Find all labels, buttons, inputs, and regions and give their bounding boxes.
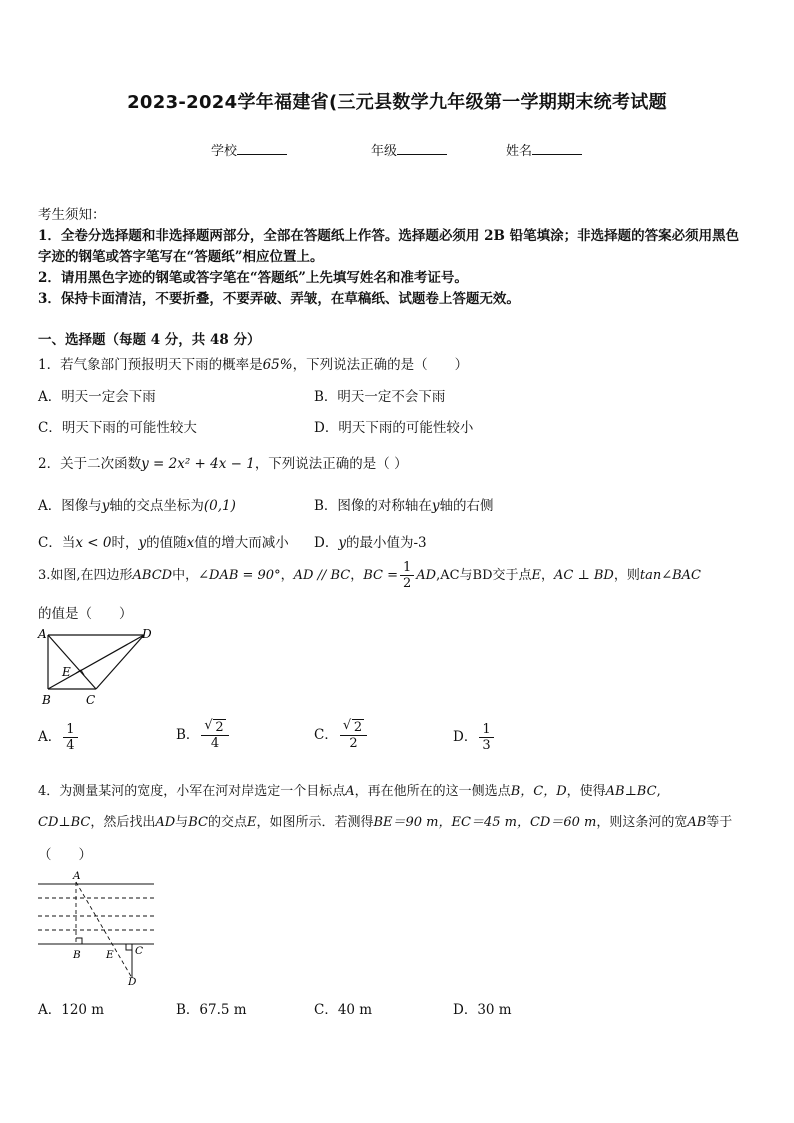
q3-a-letter: A． bbox=[38, 729, 62, 745]
q3-b-num bbox=[201, 720, 228, 736]
q4-points: B，C，D bbox=[510, 784, 567, 799]
q3-figure bbox=[36, 624, 166, 710]
q2-c-text: C．当 bbox=[38, 535, 76, 551]
q2-b-text-2: 轴的右侧 bbox=[439, 498, 494, 514]
q2-c-text-2: 时， bbox=[111, 535, 139, 551]
q4-label-b: B bbox=[73, 949, 81, 961]
q1-option-a: A．明天一定会下雨 bbox=[38, 389, 156, 405]
q4-text-7: 的交点 bbox=[207, 815, 247, 830]
notice-item-2: 2．请用黑色字迹的钢笔或答字笔在“答题纸”上先填写姓名和准考证号。 bbox=[38, 270, 468, 286]
q3-option-c bbox=[314, 720, 369, 751]
notice-item-1: 1．全卷分选择题和非选择题两部分，全部在答题纸上作答。选择题必须用 2B 铅笔填涂；非选择题的答案必须用黑色 bbox=[38, 228, 740, 244]
q3-text-5: ,AC与BD交于点 bbox=[436, 568, 532, 583]
q3-d-fraction bbox=[479, 722, 493, 753]
q3-option-a bbox=[38, 722, 80, 753]
q4-perp-2: CD⊥BC bbox=[38, 815, 91, 830]
q2-option-a bbox=[38, 494, 236, 514]
q2-a-text-2: 轴的交点坐标为 bbox=[109, 498, 204, 514]
q3-angle: ∠DAB = 90° bbox=[198, 568, 281, 583]
q3-b-sqrt bbox=[204, 720, 225, 735]
q3-c-fraction bbox=[340, 720, 367, 751]
q2-b-var: y bbox=[431, 498, 440, 514]
q3-c-num bbox=[340, 720, 367, 736]
q4-ab: AB bbox=[687, 815, 707, 830]
q4-label-a: A bbox=[73, 870, 81, 882]
q4-label-c: C bbox=[135, 945, 144, 957]
q3-stem bbox=[38, 560, 701, 591]
q4-text-2: ，再在他所在的这一侧选点 bbox=[354, 784, 511, 799]
q4-option-c: C．40 m bbox=[314, 1002, 373, 1018]
q4-label-e: E bbox=[106, 949, 114, 961]
q4-option-d: D．30 m bbox=[453, 1002, 512, 1018]
notice-heading: 考生须知： bbox=[38, 207, 106, 223]
name-blank bbox=[532, 142, 582, 155]
grade-field bbox=[371, 140, 447, 159]
q4-option-a: A．120 m bbox=[38, 1002, 105, 1018]
q3-label-e: E bbox=[62, 665, 71, 679]
q3-d-letter: D． bbox=[453, 729, 478, 745]
q4-right-angle-c bbox=[126, 944, 132, 950]
q2-c-var-x: x bbox=[186, 535, 195, 551]
q4-ad: AD bbox=[155, 815, 176, 830]
radical-icon: √ bbox=[204, 718, 213, 733]
q4-text-10: 等于 bbox=[706, 815, 733, 830]
grade-blank bbox=[397, 142, 447, 155]
q3-b-fraction bbox=[201, 720, 228, 751]
q4-text-9: ，则这条河的宽 bbox=[596, 815, 688, 830]
q4-option-b: B．67.5 m bbox=[176, 1002, 247, 1018]
q2-a-text: A．图像与 bbox=[38, 498, 102, 514]
q3-label-a: A bbox=[38, 627, 47, 641]
q3-text-7: ，则 bbox=[613, 568, 640, 583]
q3-point-e: E bbox=[531, 568, 542, 583]
page-title: 2023-2024学年福建省(三元县数学九年级第一学期期末统考试题 bbox=[127, 92, 667, 113]
q1-percent: 65% bbox=[262, 357, 293, 373]
q2-b-text: B．图像的对称轴在 bbox=[314, 498, 432, 514]
q2-c-text-4: 值的增大而减小 bbox=[194, 535, 289, 551]
name-label: 姓名 bbox=[506, 144, 533, 159]
q3-text-3: ， bbox=[280, 568, 294, 583]
q2-d-text-2: 的最小值为-3 bbox=[345, 535, 427, 551]
q3-b-letter: B． bbox=[176, 727, 200, 743]
q4-measurements: BE＝90 m，EC＝45 m，CD＝60 m bbox=[373, 815, 597, 830]
q3-b-den: 4 bbox=[210, 736, 220, 751]
q2-stem-text: 2．关于二次函数 bbox=[38, 456, 142, 472]
q4-right-angle-b bbox=[76, 938, 82, 944]
q2-function: y = 2x² + 4x − 1 bbox=[141, 456, 255, 472]
q3-bc: BC = bbox=[363, 568, 398, 583]
q2-option-b bbox=[314, 494, 494, 514]
q4-text: 4．为测量某河的宽度，小军在河对岸选定一个目标点 bbox=[38, 784, 346, 799]
q3-c-sqrt bbox=[343, 720, 364, 735]
q3-half-num: 1 bbox=[400, 560, 414, 576]
q3-segment-ac bbox=[48, 635, 96, 689]
q4-bc: BC bbox=[188, 815, 208, 830]
q3-option-d bbox=[453, 722, 496, 753]
q4-point-e: E bbox=[246, 815, 257, 830]
q2-c-text-3: 的值随 bbox=[146, 535, 187, 551]
radical-icon: √ bbox=[342, 718, 352, 733]
q4-perp-1: AB⊥BC bbox=[605, 784, 657, 799]
q3-label-b: B bbox=[42, 693, 51, 707]
q3-c-den: 2 bbox=[349, 736, 358, 751]
q4-label-d: D bbox=[128, 976, 137, 988]
q3-b-radicand: 2 bbox=[215, 720, 224, 735]
q4-point-a: A bbox=[345, 784, 355, 799]
q4-stem-line-3: （ ） bbox=[38, 847, 92, 863]
q4-text-3: ，使得 bbox=[566, 784, 606, 799]
q3-c-radicand: 2 bbox=[353, 720, 363, 735]
q3-stem-end: 的值是（ ） bbox=[38, 606, 133, 622]
q3-segment-bd bbox=[48, 635, 144, 689]
q3-c-letter: C． bbox=[314, 727, 338, 743]
q3-text-2: 中， bbox=[172, 568, 199, 583]
q4-text-5: ，然后找出 bbox=[90, 815, 156, 830]
q1-stem-text-2: ，下列说法正确的是（ ） bbox=[292, 357, 469, 373]
q1-option-c: C．明天下雨的可能性较大 bbox=[38, 420, 197, 436]
q3-tan: tan∠BAC bbox=[639, 568, 702, 583]
q1-option-d: D．明天下雨的可能性较小 bbox=[314, 420, 474, 436]
section-heading: 一、选择题（每题 4 分，共 48 分） bbox=[38, 332, 261, 348]
q3-d-num: 1 bbox=[479, 722, 493, 738]
q3-option-b bbox=[176, 720, 231, 751]
q2-a-point: (0,1) bbox=[203, 498, 236, 514]
q2-option-d bbox=[314, 531, 427, 551]
q3-ad: AD bbox=[416, 568, 437, 583]
school-field bbox=[211, 140, 287, 159]
q3-perp: AC ⊥ BD bbox=[554, 568, 614, 583]
q2-d-var: y bbox=[338, 535, 346, 551]
q4-text-8: ，如图所示．若测得 bbox=[256, 815, 374, 830]
q4-stem-line-1 bbox=[38, 780, 661, 799]
school-label: 学校 bbox=[211, 144, 238, 159]
q3-half-den: 2 bbox=[402, 576, 412, 591]
q3-half-fraction bbox=[400, 560, 414, 591]
q1-option-b: B．明天一定不会下雨 bbox=[314, 389, 446, 405]
q3-segment-cd bbox=[96, 635, 144, 689]
q3-text: 3.如图,在四边形 bbox=[38, 568, 133, 583]
q4-text-6: 与 bbox=[175, 815, 189, 830]
q4-figure bbox=[36, 868, 158, 988]
q2-a-var: y bbox=[101, 498, 110, 514]
q3-a-fraction bbox=[63, 722, 77, 753]
q1-stem-text: 1．若气象部门预报明天下雨的概率是 bbox=[38, 357, 263, 373]
q3-quad: ABCD bbox=[132, 568, 173, 583]
q3-text-6: ， bbox=[541, 568, 555, 583]
q3-text-4: ， bbox=[350, 568, 364, 583]
q2-c-cond: x < 0 bbox=[75, 535, 112, 551]
q3-label-d: D bbox=[142, 627, 152, 641]
q3-a-num: 1 bbox=[63, 722, 77, 738]
q3-parallel: AD // BC bbox=[293, 568, 351, 583]
q4-text-4: , bbox=[656, 784, 661, 799]
school-blank bbox=[237, 142, 287, 155]
q4-stem-line-2 bbox=[38, 811, 732, 830]
q2-stem bbox=[38, 452, 408, 472]
q2-stem-text-2: ，下列说法正确的是（ ） bbox=[254, 456, 408, 472]
notice-item-1-cont: 字迹的钢笔或答字笔写在“答题纸”相应位置上。 bbox=[38, 249, 324, 265]
q3-label-c: C bbox=[86, 693, 96, 707]
notice-item-3: 3．保持卡面清洁，不要折叠，不要弄破、弄皱，在草稿纸、试题卷上答题无效。 bbox=[38, 291, 520, 307]
q1-stem bbox=[38, 353, 468, 373]
name-field bbox=[506, 140, 582, 159]
q2-option-c bbox=[38, 531, 289, 551]
grade-label: 年级 bbox=[371, 144, 398, 159]
q3-a-den: 4 bbox=[66, 738, 75, 753]
q2-c-var: y bbox=[138, 535, 147, 551]
q3-d-den: 3 bbox=[482, 738, 491, 753]
q2-d-text: D． bbox=[314, 535, 339, 551]
